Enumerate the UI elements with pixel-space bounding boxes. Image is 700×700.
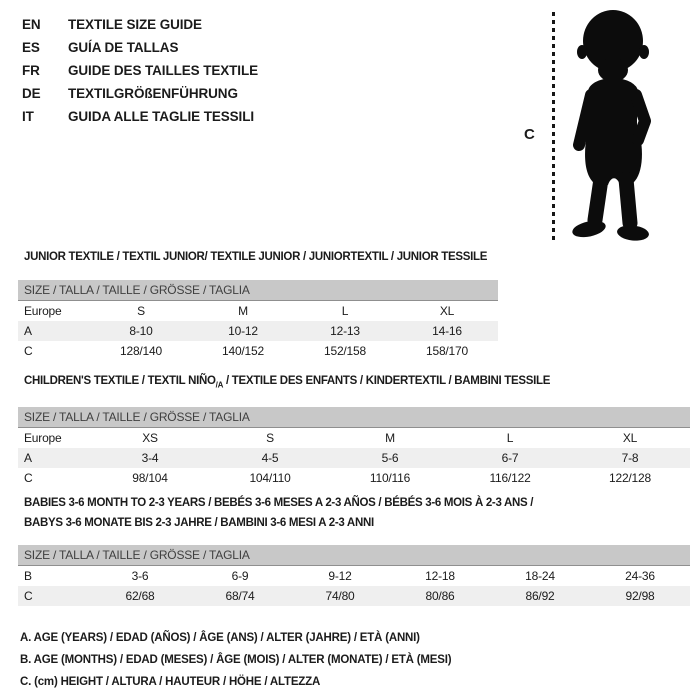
lang-row-it [22,105,258,128]
value-cell: 122/128 [609,471,651,486]
table-row-age [18,321,498,341]
babies-size-table [18,545,690,606]
value-cell: 158/170 [426,344,468,358]
value-cell: 12-13 [330,324,360,338]
section-junior [18,249,498,361]
title-part: CHILDREN'S TEXTILE / TEXTIL NIÑO [24,375,216,387]
value-cell: 80/86 [425,589,455,603]
table-row-europe [18,301,498,321]
row-label: A [24,451,32,466]
lang-code: ES [22,40,40,55]
row-label: Europe [24,304,62,318]
size-cell: M [385,431,395,446]
title-subscript: /A [215,380,224,390]
lang-code: EN [22,17,41,32]
value-cell: 18-24 [525,569,555,583]
value-cell: 110/116 [369,471,411,486]
lang-row-de [22,82,258,105]
legend-line-c: C. (cm) HEIGHT / ALTURA / HAUTEUR / HÖHE / ALTEZZA [20,676,321,688]
value-cell: 92/98 [625,589,655,603]
value-cell: 14-16 [432,324,462,338]
size-cell: S [137,304,145,318]
height-measure-label: C [524,126,535,143]
section-babies [18,493,690,606]
row-label: C [24,589,33,603]
value-cell: 116/122 [489,471,531,486]
value-cell: 6-7 [501,451,519,466]
table-row-height [18,341,498,361]
value-cell: 10-12 [228,324,258,338]
lang-code: IT [22,109,34,124]
language-list [22,13,258,128]
value-cell: 74/80 [325,589,355,603]
toddler-silhouette-icon [563,7,668,245]
lang-label: TEXTILGRÖßENFÜHRUNG [68,86,238,101]
lang-label: GUÍA DE TALLAS [68,40,179,55]
value-cell: 62/68 [125,589,155,603]
value-cell: 24-36 [625,569,655,583]
table-row-europe [18,428,690,448]
size-cell: XL [439,304,455,318]
value-cell: 3-4 [141,451,159,466]
value-cell: 4-5 [261,451,279,466]
table-row-height [18,586,690,606]
value-cell: 128/140 [120,344,162,358]
lang-row-en [22,13,258,36]
value-cell: 7-8 [621,451,639,466]
value-cell: 140/152 [222,344,264,358]
size-header-bar: SIZE / TALLA / TAILLE / GRÖSSE / TAGLIA [18,280,498,301]
title-line-2: BABYS 3-6 MONATE BIS 2-3 JAHRE / BAMBINI 3-6 MESI A 2-3 ANNI [24,517,374,529]
lang-label: GUIDE DES TAILLES TEXTILE [68,63,259,78]
row-label: Europe [24,431,62,446]
value-cell: 98/104 [132,471,168,486]
value-cell: 86/92 [525,589,555,603]
row-label: A [24,324,32,338]
size-cell: S [266,431,274,446]
title-line-1: BABIES 3-6 MONTH TO 2-3 YEARS / BEBÉS 3-6 MESES A 2-3 AÑOS / BÉBÉS 3-6 MOIS À 2-3 ANS / [24,497,534,509]
size-cell: L [506,431,514,446]
value-cell: 5-6 [381,451,399,466]
size-cell: XL [622,431,638,446]
children-size-table [18,407,690,488]
table-row-age [18,448,690,468]
lang-code: FR [22,63,40,78]
junior-size-table [18,280,498,361]
value-cell: 9-12 [328,569,352,583]
size-header-bar: SIZE / TALLA / TAILLE / GRÖSSE / TAGLIA [18,545,690,566]
table-row-age-months [18,566,690,586]
value-cell: 104/110 [249,471,291,486]
size-cell: M [238,304,248,318]
height-dashed-line [552,12,555,244]
row-label: B [24,569,32,583]
value-cell: 8-10 [129,324,153,338]
section-children [18,373,690,488]
lang-code: DE [22,86,41,101]
value-cell: 12-18 [425,569,455,583]
size-cell: L [341,304,349,318]
title-part: / TEXTILE DES ENFANTS / KINDERTEXTIL / BAMBINI TESSILE [223,375,551,387]
value-cell: 68/74 [225,589,255,603]
legend-line-a: A. AGE (YEARS) / EDAD (AÑOS) / ÂGE (ANS) / ALTER (JAHRE) / ETÀ (ANNI) [20,632,420,644]
section-title-junior: JUNIOR TEXTILE / TEXTIL JUNIOR/ TEXTILE JUNIOR / JUNIORTEXTIL / JUNIOR TESSILE [24,251,488,263]
value-cell: 3-6 [131,569,149,583]
row-label: C [24,344,33,358]
lang-label: TEXTILE SIZE GUIDE [68,17,202,32]
lang-label: GUIDA ALLE TAGLIE TESSILI [68,109,254,124]
section-title-children [24,373,690,393]
size-cell: XS [142,431,158,446]
section-title-babies [24,493,690,533]
lang-row-es [22,36,258,59]
lang-row-fr [22,59,258,82]
value-cell: 6-9 [231,569,249,583]
value-cell: 152/158 [324,344,366,358]
table-row-height [18,468,690,488]
size-header-bar: SIZE / TALLA / TAILLE / GRÖSSE / TAGLIA [18,407,690,428]
measure-legend [20,627,451,693]
legend-line-b: B. AGE (MONTHS) / EDAD (MESES) / ÂGE (MOIS) / ALTER (MONATE) / ETÀ (MESI) [20,654,452,666]
row-label: C [24,471,33,486]
